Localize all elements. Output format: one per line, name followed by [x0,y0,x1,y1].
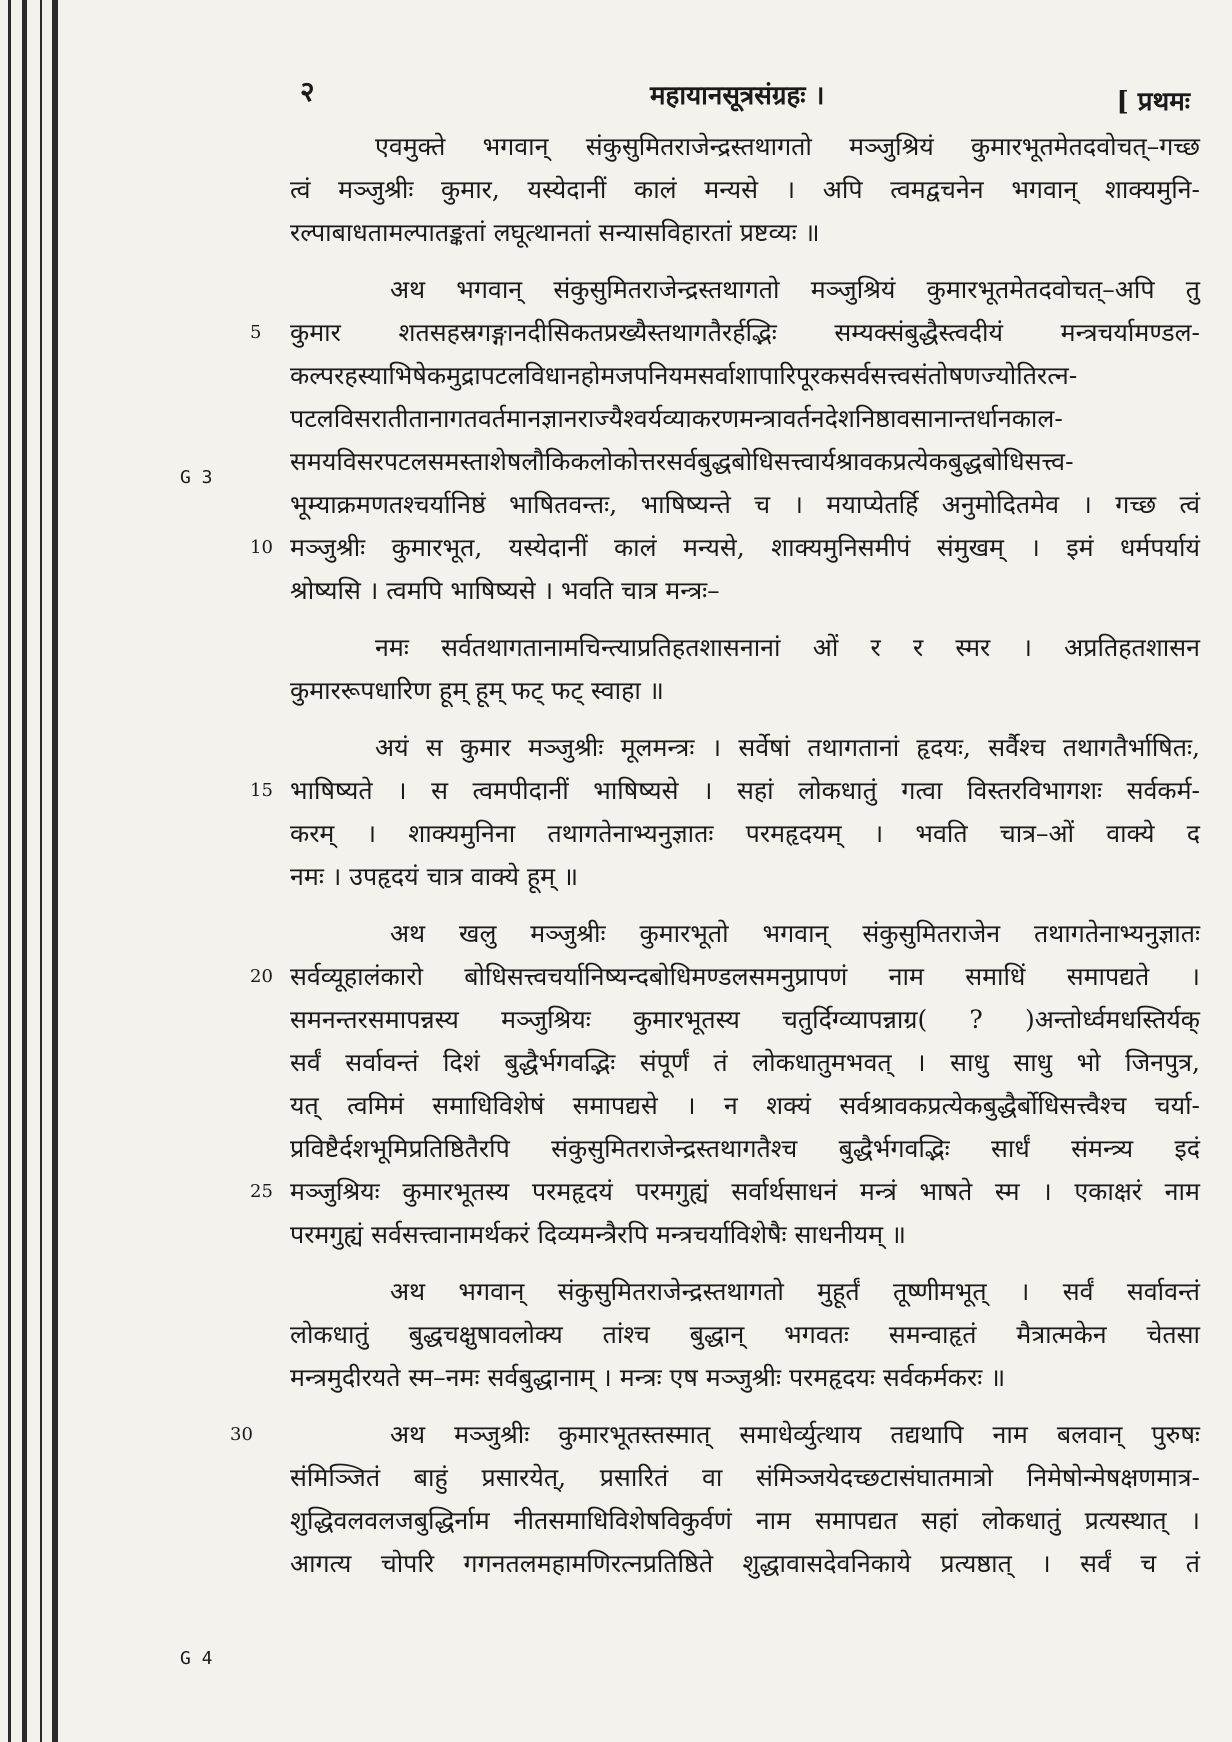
text-line: शुद्धिवलवलजबुद्धिर्नाम नीतसमाधिविशेषविकुर्वणं नाम समापद्यत सहां लोकधातुं प्रत्यस्थात् । [290,1506,1200,1535]
paragraph [230,1413,1200,1585]
text-line: अथ भगवान् संकुसुमितराजेन्द्रस्तथागतो मुहूर्तं तूष्णीमभूत् । सर्वं सर्वावन्तं [390,1277,1200,1306]
text-line: लोकधातुं बुद्धचक्षुषावलोक्य तांश्च बुद्धान् भगवतः समन्वाहृतं मैत्रात्मकेन चेतसा [290,1320,1200,1349]
running-header [300,72,1190,122]
text-line: परमगुह्यं सर्वसत्त्वानामर्थकरं दिव्यमन्त्रैरपि मन्त्रचर्याविशेषैः साधनीयम् ॥ [290,1220,906,1249]
text-line: कल्परहस्याभिषेकमुद्रापटलविधानहोमजपनियमसर्वाशापारिपूरकसर्वसत्त्वसंतोषणज्योतिरत्न- [290,361,1078,390]
text-line: भूम्याक्रमणतश्चर्यानिष्ठं भाषितवन्तः, भाषिष्यन्ते च । मयाप्येतर्हि अनुमोदितमेव । गच्छ त्वं [290,490,1200,519]
paragraph [250,268,1200,612]
text-line: 20 सर्वव्यूहालंकारो बोधिसत्त्वचर्यानिष्यन्दबोधिमण्डलसमनुप्रापणं नाम समाधिं समापद्यते । [290,955,1200,998]
text-line: पटलविसरातीतानागतवर्तमानज्ञानराज्यैश्वर्यव्याकरणमन्त्रावर्तनदेशनिष्ठावसानान्तर्धानकाल- [290,404,1063,433]
paragraph [290,125,1200,254]
text-line: मन्त्रमुदीरयते स्म–नमः सर्वबुद्धानाम् । मन्त्रः एष मञ्जुश्रीः परमहृदयः सर्वकर्मकरः ॥ [290,1363,1006,1392]
text-line: श्रोष्यसि । त्वमपि भाषिष्यसे । भवति चात्र मन्त्रः– [290,576,720,605]
text-line: 5 कुमार शतसहस्रगङ्गानदीसिकतप्रख्यैस्तथागतैरर्हद्भिः सम्यक्संबुद्धैस्त्वदीयं मन्त्रचर्यामण्डल- [290,311,1200,354]
line-number: 5 [250,322,262,343]
text-line: अथ भगवान् संकुसुमितराजेन्द्रस्तथागतो मञ्जुश्रियं कुमारभूतमेतदवोचत्–अपि तु [390,275,1200,304]
line-number: 20 [250,966,273,987]
text-body [230,125,1200,1599]
line-number: 15 [250,780,273,801]
text-line: 30 अथ मञ्जुश्रीः कुमारभूतस्तस्मात् समाधेर्व्युत्थाय तद्यथापि नाम बलवान् पुरुषः [290,1413,1200,1456]
line-number: 10 [250,537,273,558]
text-line: एवमुक्ते भगवान् संकुसुमितराजेन्द्रस्तथागतो मञ्जुश्रियं कुमारभूतमेतदवोचत्–गच्छ [375,132,1200,161]
paragraph [250,726,1200,898]
text-line: सर्वं सर्वावन्तं दिशं बुद्धैर्भगवद्भिः संपूर्णं तं लोकधातुमभवत् । साधु साधु भो जिनपुत्र, [290,1048,1200,1077]
text-line: यत् त्वमिमं समाधिविशेषं समापद्यसे । न शक्यं सर्वश्रावकप्रत्येकबुद्धैर्बोधिसत्त्वैश्च चर्या- [290,1091,1200,1120]
margin-note-g3: G 3 [180,467,213,488]
text-line: कुमाररूपधारिण हूम् हूम् फट् फट् स्वाहा ॥ [290,676,664,705]
text-line: आगत्य चोपरि गगनतलमहामणिरत्नप्रतिष्ठिते शुद्धावासदेवनिकाये प्रत्यष्ठात् । सर्वं च तं [290,1549,1200,1578]
page-number: २ [300,75,315,108]
line-number: 25 [250,1181,273,1202]
text-line: 15 भाषिष्यते । स त्वमपीदानीं भाषिष्यसे । सहां लोकधातुं गत्वा विस्तरविभागशः सर्वकर्म- [290,769,1200,812]
text-line: संमिञ्जितं बाहुं प्रसारयेत्, प्रसारितं वा संमिञ्जयेदच्छटासंघातमात्रो निमेषोन्मेषक्षणमात्र- [290,1463,1200,1492]
text-line: नमः । उपहृदयं चात्र वाक्ये हूम् ॥ [290,862,579,891]
text-line: रल्पाबाधतामल्पातङ्कतां लघूत्थानतां सन्यासविहारतां प्रष्टव्यः ॥ [290,218,820,247]
text-line: अथ खलु मञ्जुश्रीः कुमारभूतो भगवान् संकुसुमितराजेन तथागतेनाभ्यनुज्ञातः [390,919,1200,948]
paragraph [290,626,1200,712]
text-line: करम् । शाक्यमुनिना तथागतेनाभ्यनुज्ञातः परमहृदयम् । भवति चात्र–ओं वाक्ये द [290,819,1200,848]
text-line: 25 मञ्जुश्रियः कुमारभूतस्य परमहृदयं परमगुह्यं सर्वार्थसाधनं मन्त्रं भाषते स्म । एकाक्षरं नाम [290,1170,1200,1213]
text-line: 10 मञ्जुश्रीः कुमारभूत, यस्येदानीं कालं मन्यसे, शाक्यमुनिसमीपं संमुखम् । इमं धर्मपर्यायं [290,526,1200,569]
line-number: 30 [230,1424,253,1445]
text-line: अयं स कुमार मञ्जुश्रीः मूलमन्त्रः । सर्वेषां तथागतानां हृदयः, सर्वैश्च तथागतैर्भाषितः, [375,733,1200,762]
running-title: महायानसूत्रसंग्रहः । [650,81,825,111]
text-line: प्रविष्टैर्दशभूमिप्रतिष्ठितैरपि संकुसुमितराजेन्द्रस्तथागतैश्च बुद्धैर्भगवद्भिः सार्धं संमन्त्र्य इदं [290,1134,1200,1163]
chapter-marker: [ प्रथमः [1116,87,1190,117]
paragraph [250,912,1200,1256]
paragraph [290,1270,1200,1399]
text-line: समनन्तरसमापन्नस्य मञ्जुश्रियः कुमारभूतस्य चतुर्दिग्व्यापन्नाग्र( ? )अन्तोर्ध्वमधस्तिर्यक् [290,1005,1200,1034]
text-line: समयविसरपटलसमस्ताशेषलौकिकलोकोत्तरसर्वबुद्धबोधिसत्त्वार्यश्रावकप्रत्येकबुद्धबोधिसत्त्व- [290,447,1074,476]
text-line: त्वं मञ्जुश्रीः कुमार, यस्येदानीं कालं मन्यसे । अपि त्वमद्वचनेन भगवान् शाक्यमुनि- [290,175,1200,204]
text-line: नमः सर्वतथागतानामचिन्त्याप्रतिहतशासनानां ओं र र स्मर । अप्रतिहतशासन [375,633,1200,662]
margin-note-g4: G 4 [180,1648,213,1669]
